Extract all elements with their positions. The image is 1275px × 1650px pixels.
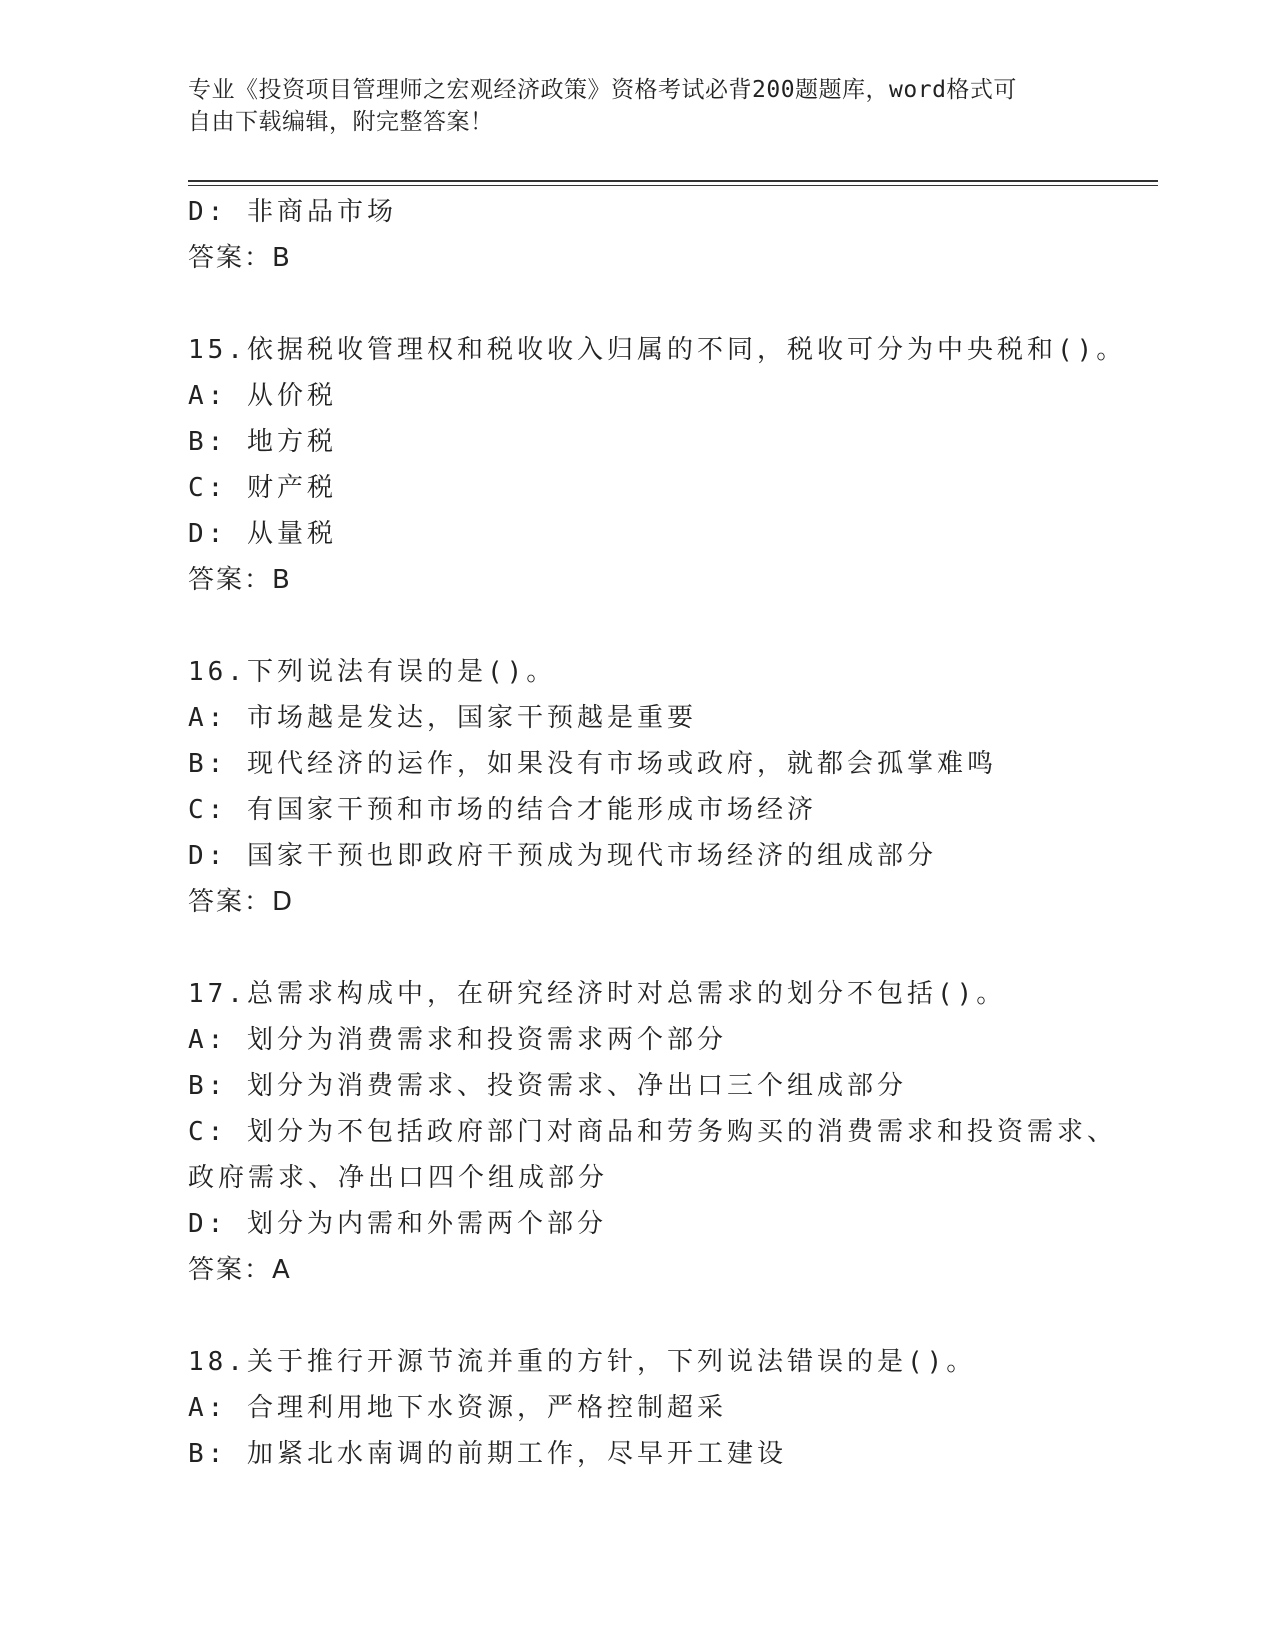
spacer	[188, 1293, 1148, 1339]
option-c: C: 有国家干预和市场的结合才能形成市场经济	[188, 795, 817, 825]
question-content	[188, 189, 1148, 1477]
question-stem: 16.下列说法有误的是()。	[188, 657, 557, 687]
option-b: B: 地方税	[188, 427, 337, 457]
option-c: C: 划分为不包括政府部门对商品和劳务购买的消费需求和投资需求、	[188, 1117, 1117, 1147]
option-a: A: 划分为消费需求和投资需求两个部分	[188, 1025, 727, 1055]
page-header	[188, 74, 1088, 138]
option-b: B: 划分为消费需求、投资需求、净出口三个组成部分	[188, 1071, 907, 1101]
option-d: D: 国家干预也即政府干预成为现代市场经济的组成部分	[188, 841, 937, 871]
option-d: D: 从量税	[188, 519, 337, 549]
question-stem: 18.关于推行开源节流并重的方针，下列说法错误的是()。	[188, 1347, 977, 1377]
answer: 答案：D	[188, 887, 295, 917]
answer: 答案：B	[188, 565, 292, 595]
header-divider-thick	[188, 180, 1158, 182]
option-c-continued: 政府需求、净出口四个组成部分	[188, 1163, 609, 1193]
header-line-1: 专业《投资项目管理师之宏观经济政策》资格考试必背200题题库，word格式可	[188, 77, 1017, 103]
option-d: D: 非商品市场	[188, 197, 397, 227]
option-a: A: 市场越是发达，国家干预越是重要	[188, 703, 697, 733]
option-c: C: 财产税	[188, 473, 337, 503]
spacer	[188, 603, 1148, 649]
header-divider-thin	[188, 185, 1158, 186]
option-a: A: 合理利用地下水资源，严格控制超采	[188, 1393, 727, 1423]
option-d: D: 划分为内需和外需两个部分	[188, 1209, 607, 1239]
option-a: A: 从价税	[188, 381, 337, 411]
option-b: B: 现代经济的运作，如果没有市场或政府，就都会孤掌难鸣	[188, 749, 997, 779]
answer: 答案：B	[188, 243, 292, 273]
answer: 答案：A	[188, 1255, 292, 1285]
spacer	[188, 925, 1148, 971]
header-line-2: 自由下载编辑，附完整答案！	[188, 109, 494, 135]
question-stem: 15.依据税收管理权和税收收入归属的不同，税收可分为中央税和()。	[188, 335, 1127, 365]
spacer	[188, 281, 1148, 327]
question-stem: 17.总需求构成中，在研究经济时对总需求的划分不包括()。	[188, 979, 1007, 1009]
option-b: B: 加紧北水南调的前期工作，尽早开工建设	[188, 1439, 787, 1469]
